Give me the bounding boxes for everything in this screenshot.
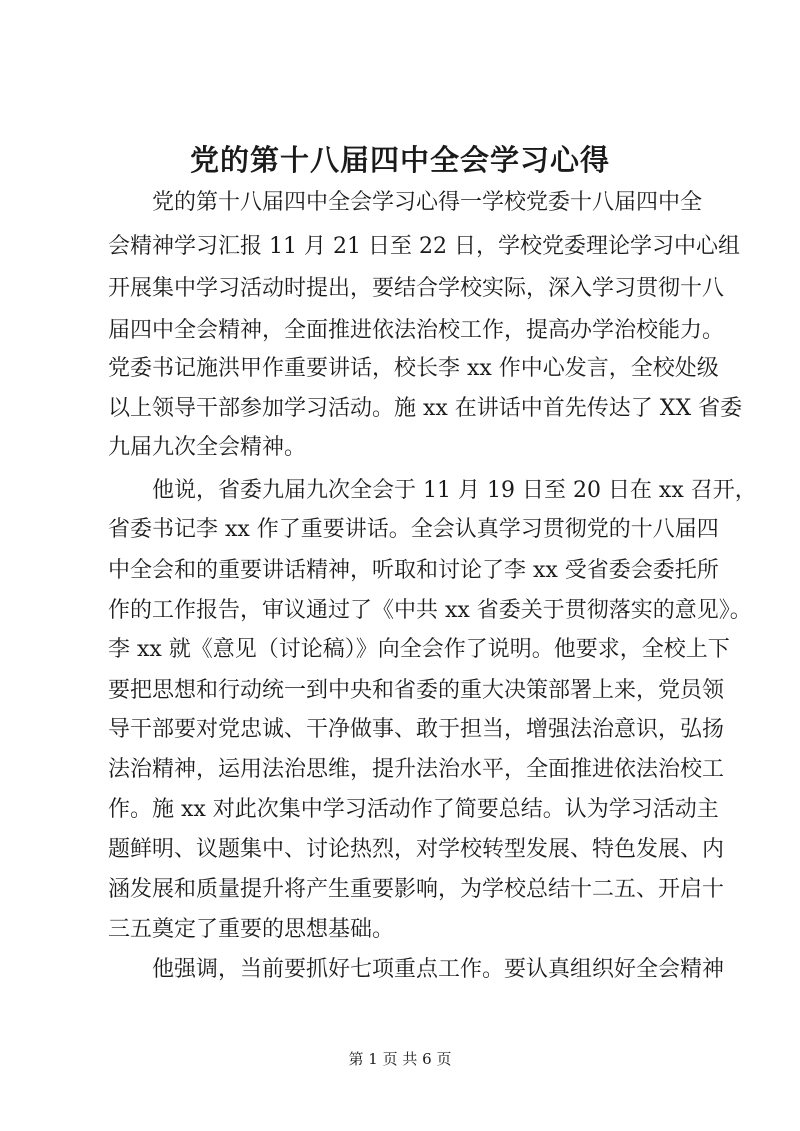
body-line-20: 他强调，当前要抓好七项重点工作。要认真组织好全会精神 (152, 957, 725, 982)
body-line-19: 三五奠定了重要的思想基础。 (108, 917, 395, 942)
body-line-17: 题鲜明、议题集中、讨论热烈，对学校转型发展、特色发展、内 (108, 837, 725, 862)
page-footer: 第 1 页 共 6 页 (348, 1050, 452, 1068)
body-line-4: 届四中全会精神，全面推进依法治校工作，提高办学治校能力。 (108, 318, 725, 343)
body-line-18: 涵发展和质量提升将产生重要影响，为学校总结十二五、开启十 (108, 877, 725, 902)
body-line-16: 作。施 xx 对此次集中学习活动作了简要总结。认为学习活动主 (108, 797, 719, 822)
body-line-11: 作的工作报告，审议通过了《中共 xx 省委关于贯彻落实的意见》。 (108, 598, 752, 623)
body-line-6: 以上领导干部参加学习活动。施 xx 在讲话中首先传达了 XX 省委 (108, 396, 743, 421)
body-line-9: 省委书记李 xx 作了重要讲话。全会认真学习贯彻党的十八届四 (108, 517, 719, 542)
body-line-14: 导干部要对党忠诚、干净做事、敢于担当，增强法治意识，弘扬 (108, 717, 725, 742)
body-line-2: 会精神学习汇报 11 月 21 日至 22 日，学校党委理论学习中心组 (108, 234, 740, 259)
body-line-10: 中全会和的重要讲话精神，听取和讨论了李 xx 受省委会委托所 (108, 558, 719, 583)
body-line-8: 他说，省委九届九次全会于 11 月 19 日至 20 日在 xx 召开， (152, 478, 757, 503)
body-line-15: 法治精神，运用法治思维，提升法治水平，全面推进依法治校工 (108, 757, 725, 782)
body-line-5: 党委书记施洪甲作重要讲话，校长李 xx 作中心发言，全校处级 (108, 356, 719, 381)
body-line-3: 开展集中学习活动时提出，要结合学校实际，深入学习贯彻十八 (108, 276, 725, 301)
body-line-13: 要把思想和行动统一到中央和省委的重大决策部署上来，党员领 (108, 678, 725, 703)
body-line-12: 李 xx 就《意见（讨论稿）》向全会作了说明。他要求，全校上下 (108, 637, 730, 662)
document-title: 党的第十八届四中全会学习心得 (189, 143, 610, 177)
body-line-1: 党的第十八届四中全会学习心得一学校党委十八届四中全 (152, 190, 703, 215)
body-line-7: 九届九次全会精神。 (108, 435, 307, 460)
